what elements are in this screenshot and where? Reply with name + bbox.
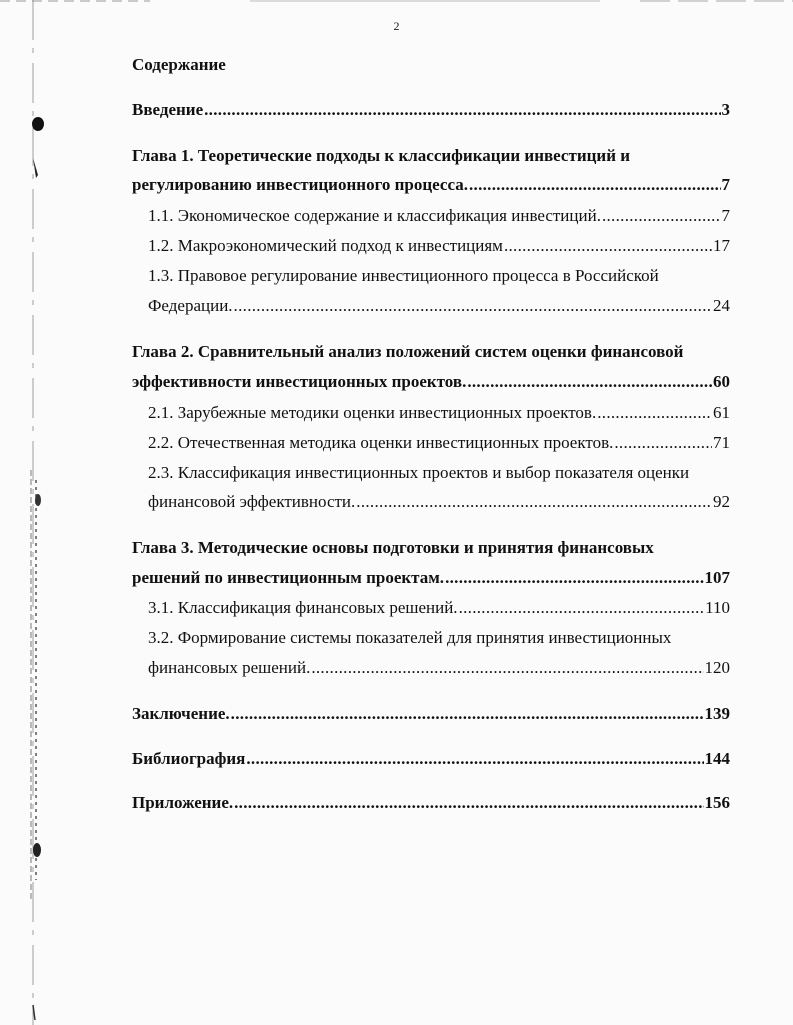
toc-page-number: 144 (704, 749, 730, 768)
toc-entry-conclusion[interactable] (132, 703, 730, 725)
toc-entry-label: 1.2. Макроэкономический подход к инвестициям (148, 236, 503, 255)
toc-leader-dots (204, 99, 720, 121)
toc-section-2-3-title[interactable]: 2.3. Классификация инвестиционных проектов и выбор показателя оценки (148, 463, 690, 482)
toc-entry-appendix[interactable] (132, 792, 730, 814)
toc-entry-label: финансовой эффективности. (148, 492, 356, 511)
toc-entry-1-3[interactable] (148, 295, 730, 317)
toc-entry-label: Библиография (132, 749, 246, 768)
toc-leader-dots (504, 235, 712, 257)
toc-page-number: 61 (713, 403, 730, 422)
toc-leader-dots (311, 657, 703, 679)
toc-leader-dots (445, 567, 703, 589)
page-number: 2 (393, 19, 400, 33)
toc-chapter-1-title[interactable]: Глава 1. Теоретические подходы к классификации инвестиций и (132, 146, 631, 165)
toc-page-number: 3 (721, 100, 730, 119)
toc-page-number: 107 (704, 568, 730, 587)
toc-page-number: 60 (713, 372, 730, 391)
toc-section-1-3-title[interactable]: 1.3. Правовое регулирование инвестиционного процесса в Российской (148, 266, 659, 285)
scan-top-artifact (0, 0, 793, 6)
toc-page-number: 7 (721, 175, 730, 194)
toc-entry-3-2[interactable] (148, 657, 730, 679)
toc-entry-label: 1.1. Экономическое содержание и классификация инвестиций. (148, 206, 601, 225)
toc-page-number: 120 (704, 658, 730, 677)
toc-page-number: 7 (721, 206, 730, 225)
scan-left-edge-artifact (0, 0, 50, 1025)
toc-chapter-2-title[interactable]: Глава 2. Сравнительный анализ положений систем оценки финансовой (132, 342, 684, 361)
toc-entry-chapter-1[interactable] (132, 174, 730, 196)
toc-section-3-2-title[interactable]: 3.2. Формирование системы показателей для принятия инвестиционных (148, 628, 672, 647)
toc-entry-label: эффективности инвестиционных проектов. (132, 372, 467, 391)
toc-entry-label: решений по инвестиционным проектам. (132, 568, 445, 587)
toc-entry-label: 2.2. Отечественная методика оценки инвестиционных проектов. (148, 433, 614, 452)
toc-entry-label: регулированию инвестиционного процесса. (132, 175, 468, 194)
toc-leader-dots (602, 205, 721, 227)
toc-page-number: 24 (713, 296, 730, 315)
toc-entry-label: Введение (132, 100, 204, 119)
toc-page-number: 17 (713, 236, 730, 255)
toc-entry-intro[interactable] (132, 99, 730, 121)
toc-entry-3-1[interactable] (148, 597, 730, 619)
toc-page-number: 139 (704, 704, 730, 723)
toc-entry-label: Приложение. (132, 793, 234, 812)
toc-leader-dots (231, 703, 704, 725)
toc-leader-dots (234, 295, 712, 317)
toc-leader-dots (467, 371, 712, 393)
toc-entry-label: Федерации. (148, 296, 233, 315)
toc-page-number: 110 (705, 598, 730, 617)
toc-leader-dots (356, 491, 712, 513)
toc-entry-chapter-2[interactable] (132, 371, 730, 393)
toc-entry-label: финансовых решений. (148, 658, 311, 677)
toc-leader-dots (459, 597, 705, 619)
toc-page-number: 71 (713, 433, 730, 452)
toc-page-number: 156 (704, 793, 730, 812)
toc-entry-2-1[interactable] (148, 402, 730, 424)
toc-page-number: 92 (713, 492, 730, 511)
toc-leader-dots (614, 432, 712, 454)
toc-title: Содержание (132, 55, 226, 74)
toc-leader-dots (469, 174, 721, 196)
toc-entry-2-2[interactable] (148, 432, 730, 454)
toc-entry-chapter-3[interactable] (132, 567, 730, 589)
toc-entry-bibliography[interactable] (132, 748, 730, 770)
toc-entry-1-2[interactable] (148, 235, 730, 257)
toc-leader-dots (246, 748, 703, 770)
toc-entry-label: 3.1. Классификация финансовых решений. (148, 598, 458, 617)
toc-leader-dots (597, 402, 712, 424)
toc-leader-dots (234, 792, 703, 814)
toc-entry-1-1[interactable] (148, 205, 730, 227)
toc-chapter-3-title[interactable]: Глава 3. Методические основы подготовки и принятия финансовых (132, 538, 654, 557)
toc-entry-2-3[interactable] (148, 491, 730, 513)
toc-entry-label: Заключение. (132, 704, 230, 723)
toc-entry-label: 2.1. Зарубежные методики оценки инвестиционных проектов. (148, 403, 597, 422)
